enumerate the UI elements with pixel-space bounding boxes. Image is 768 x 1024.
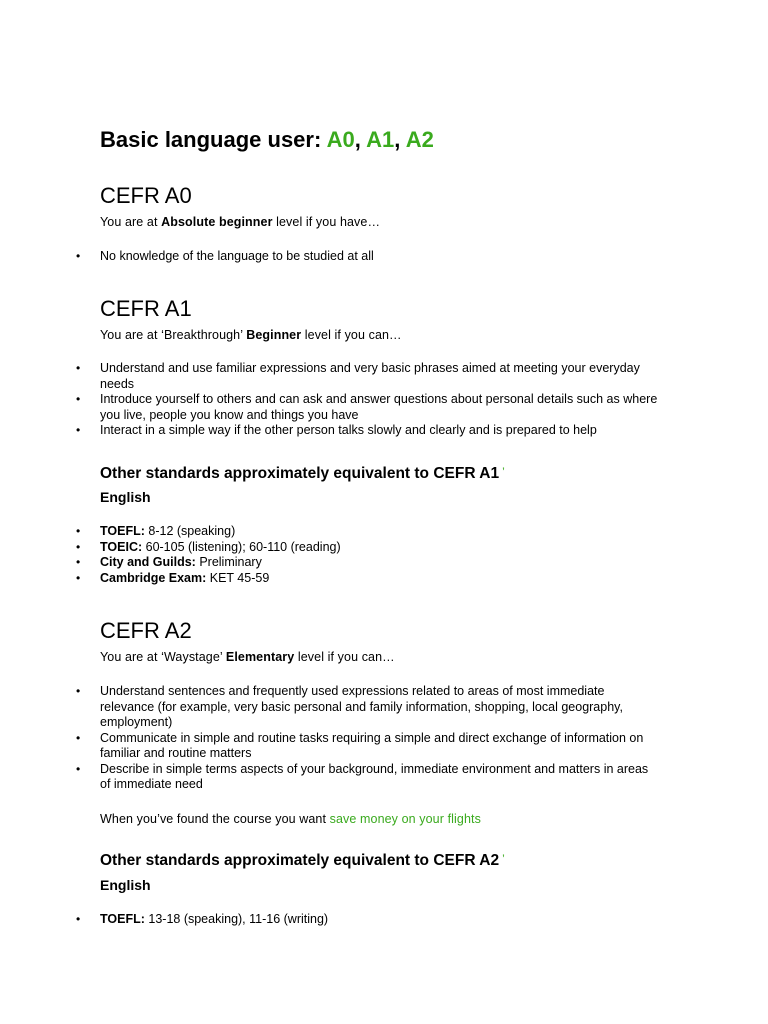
- list-item: [0, 555, 768, 571]
- standard-label: TOEFL:: [100, 524, 145, 538]
- intro-a2-post: level if you can…: [294, 650, 395, 664]
- title-separator: ,: [394, 127, 406, 152]
- list-item: • Communicate in simple and routine tasks requiring a simple and direct exchange of information on familiar and routine matters: [0, 731, 768, 762]
- standard-label: City and Guilds:: [100, 555, 196, 569]
- standard-label: TOEIC:: [100, 539, 143, 554]
- intro-a2: [100, 650, 395, 664]
- list-item: • Introduce yourself to others and can ask and answer questions about personal details such as where you live, people you know and things you have: [0, 392, 768, 423]
- list-item: • No knowledge of the language to be studied at all: [0, 249, 768, 265]
- other-standards-heading-a1: [100, 465, 505, 483]
- standard-label: Cambridge Exam:: [100, 570, 207, 585]
- level-a2-label: A2: [405, 127, 434, 152]
- flights-link[interactable]: save money on your flights: [329, 812, 481, 826]
- other-standards-heading-a2: [100, 852, 505, 870]
- intro-a1-post: level if you can…: [301, 328, 402, 342]
- standard-value: 8-12 (speaking): [144, 524, 236, 538]
- promo-line: [100, 812, 481, 826]
- list-item: [0, 524, 768, 540]
- standard-value: KET 45-59: [206, 570, 270, 585]
- page-title: [100, 127, 434, 153]
- list-item: [0, 540, 768, 556]
- standard-value: Preliminary: [195, 555, 262, 569]
- footnote-mark: ’: [502, 852, 505, 866]
- list-item: • Interact in a simple way if the other person talks slowly and clearly and is prepared to help: [0, 423, 768, 439]
- promo-text: When you’ve found the course you want: [100, 812, 330, 826]
- intro-a1: [100, 328, 402, 342]
- level-a1-label: A1: [366, 127, 395, 152]
- list-item: • Understand sentences and frequently used expressions related to areas of most immediate relevance (for example, very basic personal and family information, shopping, local geography, employment): [0, 684, 768, 731]
- heading-cefr-a1: CEFR A1: [100, 296, 192, 321]
- list-item: • Understand and use familiar expressions and very basic phrases aimed at meeting your everyday needs: [0, 361, 768, 392]
- intro-a0: [100, 215, 380, 229]
- standard-label: TOEFL:: [100, 912, 145, 926]
- standard-value: 60-105 (listening); 60-110 (reading): [142, 539, 341, 554]
- title-prefix: Basic language user:: [100, 127, 327, 152]
- footnote-mark: ’: [502, 465, 505, 479]
- standards-list-a1: [0, 524, 768, 586]
- title-separator: ,: [354, 127, 367, 152]
- standard-value: 13-18 (speaking), 11-16 (writing): [144, 912, 329, 926]
- level-a0-label: A0: [326, 127, 355, 152]
- intro-a1-pre: You are at ‘Breakthrough’: [100, 328, 247, 342]
- other-standards-a2-text: Other standards approximately equivalent to CEFR A2: [100, 852, 500, 869]
- language-label-a1: English: [100, 489, 151, 505]
- list-a2: [0, 684, 768, 793]
- intro-a0-pre: You are at: [100, 215, 162, 229]
- intro-a0-bold: Absolute beginner: [161, 215, 273, 229]
- list-a0: [0, 249, 768, 265]
- language-label-a2: English: [100, 877, 151, 893]
- intro-a0-post: level if you have…: [272, 215, 381, 229]
- heading-cefr-a0: CEFR A0: [100, 183, 192, 208]
- intro-a2-pre: You are at ‘Waystage’: [100, 650, 226, 664]
- heading-cefr-a2: CEFR A2: [100, 618, 192, 643]
- list-a1: [0, 361, 768, 439]
- intro-a2-bold: Elementary: [225, 650, 295, 664]
- list-item: [0, 571, 768, 587]
- list-item: [0, 912, 768, 928]
- list-item: • Describe in simple terms aspects of your background, immediate environment and matters in areas of immediate need: [0, 762, 768, 793]
- intro-a1-bold: Beginner: [246, 328, 302, 342]
- standards-list-a2: [0, 912, 768, 928]
- other-standards-a1-text: Other standards approximately equivalent to CEFR A1: [100, 465, 500, 482]
